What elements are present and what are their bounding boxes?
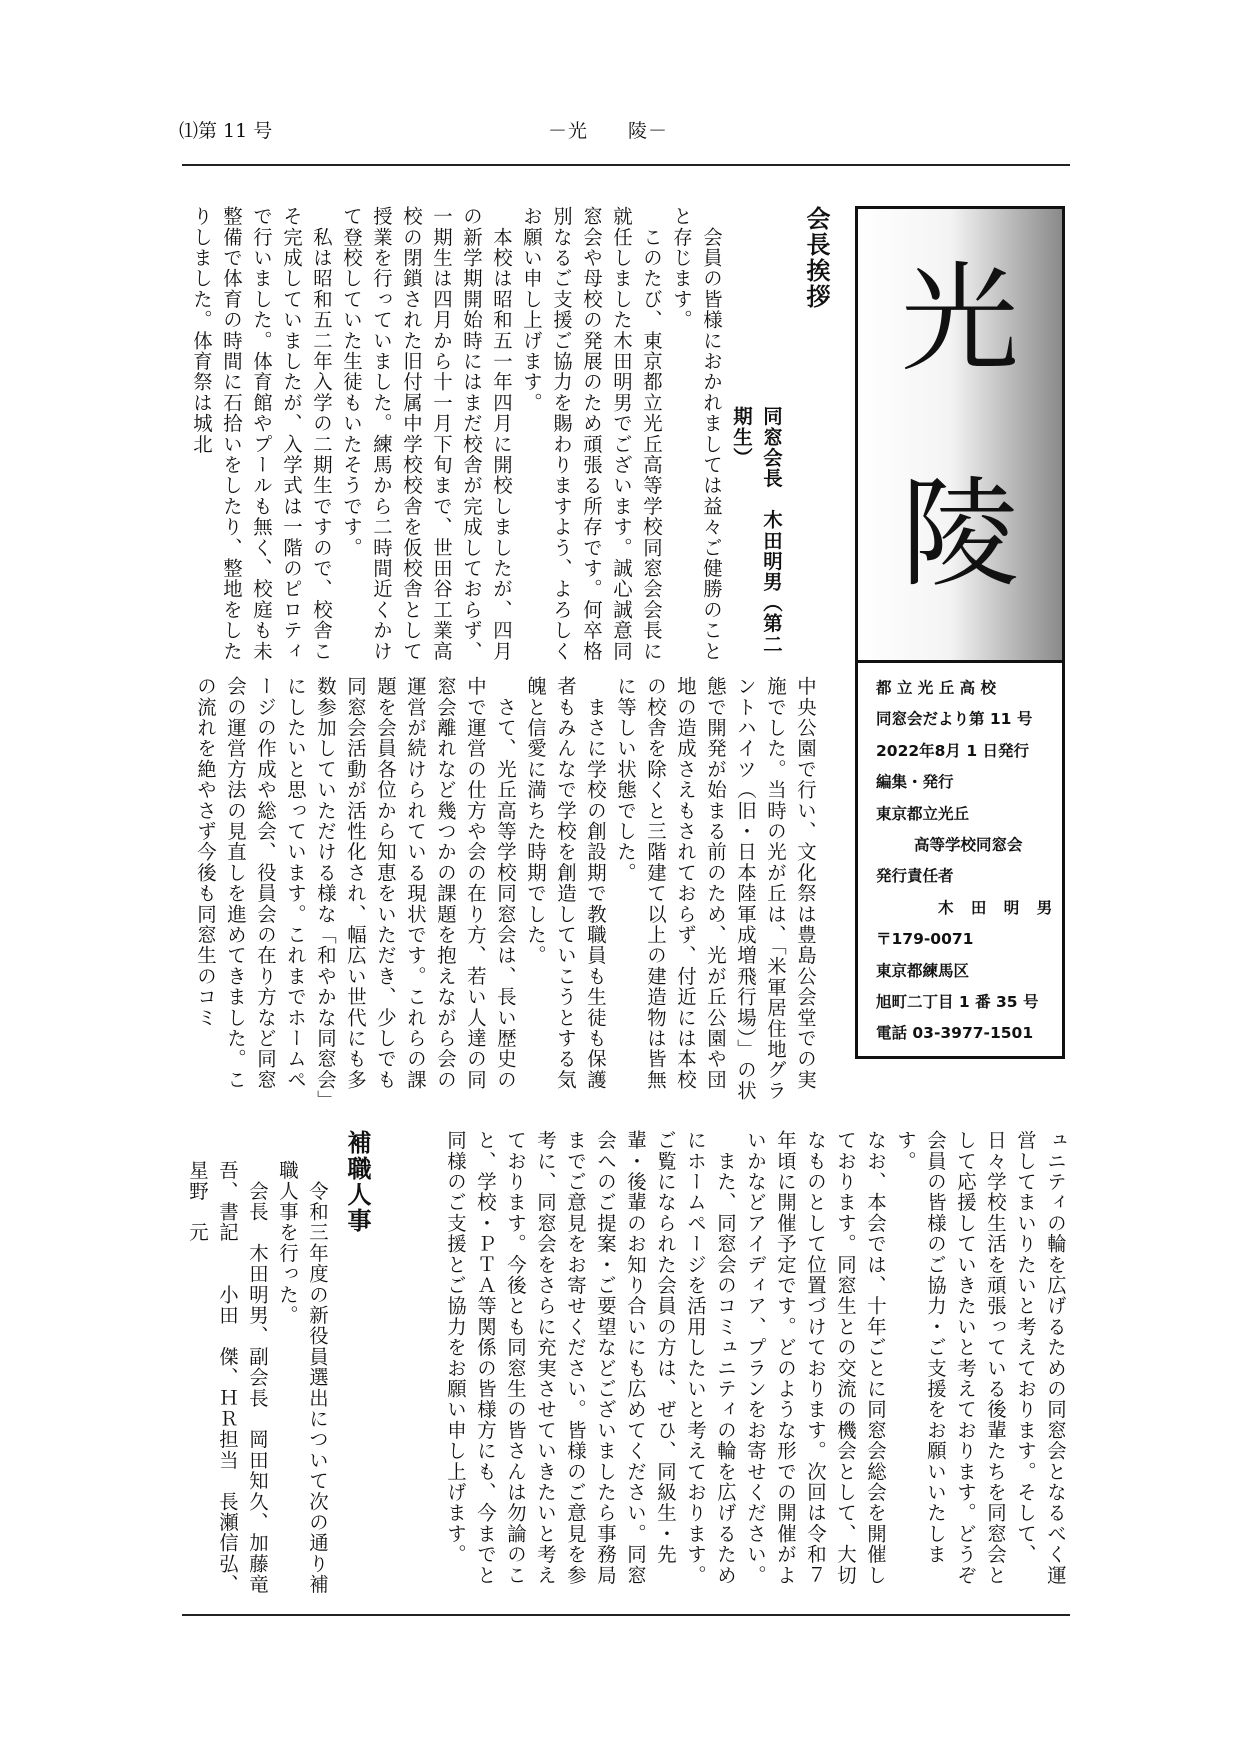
info-editor: 木 田 明 男 <box>938 898 1059 917</box>
info-postal: 〒179-0071 <box>876 930 974 949</box>
personnel-paragraph: 令和三年度の新役員選出について次の通り補職人事を行った。 <box>276 1160 329 1595</box>
greeting-paragraph: まさに学校の創設期で教職員も生徒も保護者もみんなで学校を創造していこうとする気魄と信愛に満ちた時期でした。 <box>524 676 607 1090</box>
info-address: 東京都練馬区 <box>876 961 970 980</box>
page-number: ⑴第 11 号 <box>179 120 273 142</box>
masthead-box <box>855 206 1065 663</box>
info-issue: 同窓会だより第 11 号 <box>876 710 1033 729</box>
bottom-divider <box>182 1614 1070 1616</box>
masthead-char: 光 <box>900 250 1019 388</box>
info-school: 都 立 光 丘 高 校 <box>876 679 996 697</box>
masthead-char: 陵 <box>900 465 1019 603</box>
info-publisher-cont: 高等学校同窓会 <box>914 835 1023 854</box>
info-editor-label: 発行責任者 <box>876 867 954 886</box>
greeting-paragraph: 中央公園で行い、文化祭は豊島公会堂での実施でした。当時の光が丘は、「米軍居住地グラントハイツ（旧・日本陸軍成増飛行場）」の状態で開発が始まる前のため、光が丘公園や団地の造成さえもされておらず、付近には本校の校舎を除くと三階建て以上の建造物は皆無に等しい状態でした。 <box>614 676 817 1101</box>
greeting-paragraph: このたび、東京都立光丘高等学校同窓会会長に就任しました木田明男でございます。誠心誠意同窓会や母校の発展のため頑張る所存です。何卒格別なるご支援ご協力を賜わりますよう、よろしくお願い申し上げます。 <box>520 206 663 662</box>
greeting-byline: 同窓会長 木田明男（第二期生） <box>730 406 783 655</box>
personnel-heading: 補職人事 <box>343 1130 371 1234</box>
info-publisher: 東京都立光丘 <box>876 804 970 823</box>
info-phone: 電話 03-3977-1501 <box>876 1024 1034 1043</box>
personnel-text <box>182 1160 332 1600</box>
publication-info <box>855 663 1065 1059</box>
greeting-paragraph: また、同窓会のコミュニティの輪を広げるためにホームページを活用したいと考えております。ご覧になられた会員の方は、ぜひ、同級生・先輩・後輩のお知り合いにも広めてください。同窓会へのご提案・ご要望などございましたら事務局までご意見をお寄せください。皆様のご意見を参考に、同窓会をさらに充実させていきたいと考えております。今後とも同窓生の皆さんは勿論のこと、学校・ＰＴＡ等関係の皆様方にも、今までと同様のご支援とご協力をお願い申し上げます。 <box>444 1130 737 1586</box>
greeting-text-upper <box>190 206 786 668</box>
greeting-paragraph: なお、本会では、十年ごとに同窓会総会を開催しております。同窓生との交流の機会として、大切なものとして位置づけております。次回は令和７年頃に開催予定です。どのような形での開催がよいかなどアイディア、プランをお寄せください。 <box>744 1130 887 1586</box>
greeting-paragraph: 会員の皆様におかれましては益々ご健勝のことと存じます。 <box>670 206 723 662</box>
top-divider <box>182 164 1070 166</box>
greeting-paragraph: 本校は昭和五一年四月に開校しましたが、四月の新学期開始時にはまだ校舎が完成しておらず、一期生は四月から十一月下旬まで、世田谷工業高校の閉鎖された旧付属中学校校舎を仮校舎として授業を行っていました。練馬から二時間近くかけて登校していた生徒もいたそうです。 <box>340 206 513 662</box>
newsletter-header-title: －光 陵－ <box>548 120 669 142</box>
personnel-paragraph: 会長 木田明男、副会長 岡田知久、加藤竜吾、書記 小田 傑、ＨＲ担当 長瀬信弘、星野 元 <box>186 1160 269 1595</box>
greeting-text-lower <box>380 1130 1070 1594</box>
greeting-paragraph: さて、光丘高等学校同窓会は、長い歴史の中で運営の仕方や会の在り方、若い人達の同窓会離れなど幾つかの課題を抱えながら会の運営が続けられている現状です。これらの課題を会員各位から知恵をいただき、少しでも同窓会活動が活性化され、幅広い世代にも多数参加していただける様な「和やかな同窓会」にしたいと思っています。これまでホームページの作成や総会、役員会の在り方など同窓会の運営方法の見直しを進めてきました。この流れを絶やさず今後も同窓生のコミ <box>194 676 517 1101</box>
greeting-heading: 会長挨拶 <box>802 206 830 310</box>
greeting-text-middle <box>194 676 820 1106</box>
greeting-paragraph: ュニティの輪を広げるための同窓会となるべく運営してまいりたいと考えております。そして、日々学校生活を頑張っている後輩たちを同窓会として応援していきたいと考えております。どうぞ会員の皆様のご協力・ご支援をお願いいたします。 <box>894 1130 1067 1586</box>
greeting-paragraph: 私は昭和五二年入学の二期生ですので、校舎こそ完成していましたが、入学式は一階のピロティで行いました。体育館やプールも無く、校庭も未整備で体育の時間に石拾いをしたり、整地をしたりしました。体育祭は城北 <box>190 206 333 662</box>
info-publisher-label: 編集・発行 <box>876 773 954 792</box>
info-address-cont: 旭町二丁目 1 番 35 号 <box>876 992 1039 1011</box>
info-date: 2022年8月 1 日発行 <box>876 741 1030 760</box>
